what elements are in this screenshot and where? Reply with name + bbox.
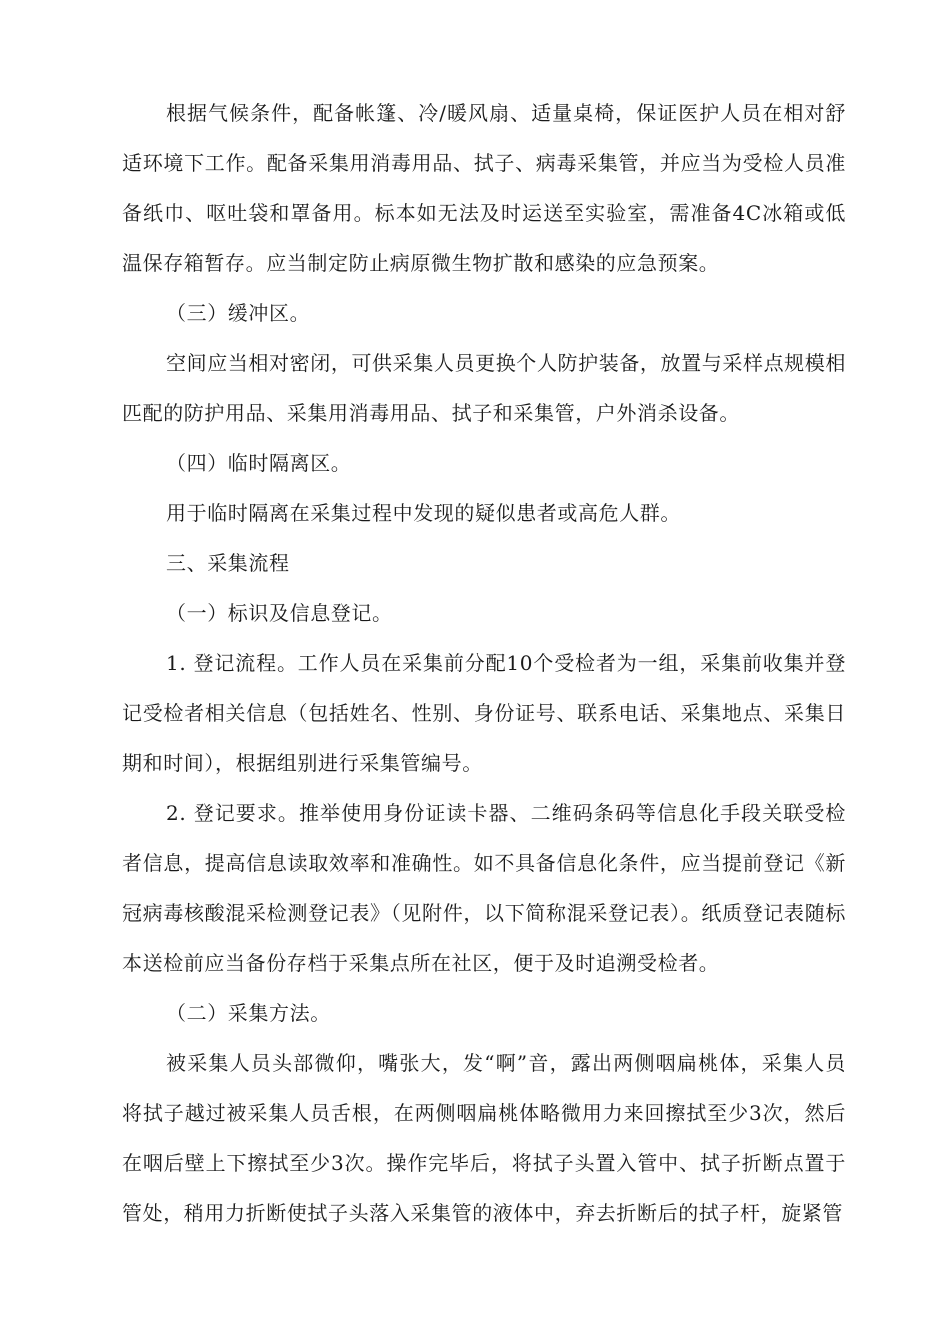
document-body (122, 88, 846, 1238)
paragraph-isolation-zone: 用于临时隔离在采集过程中发现的疑似患者或高危人群。 (166, 501, 681, 525)
heading-registration: （一）标识及信息登记。 (166, 601, 393, 625)
heading-buffer-zone: （三）缓冲区。 (166, 301, 311, 325)
heading-collection-method: （二）采集方法。 (166, 1001, 331, 1025)
heading-collection-process: 三、采集流程 (166, 551, 290, 575)
paragraph-environment: 根据气候条件，配备帐篷、冷/暖风扇、适量桌椅，保证医护人员在相对舒适环境下工作。配备采集用消毒用品、拭子、病毒采集管，并应当为受检人员准备纸巾、呕吐袋和罩备用。标本如无法及时运送至实验室，需准备4C冰箱或低温保存箱暂存。应当制定防止病原微生物扩散和感染的应急预案。 (122, 101, 846, 275)
paragraph-registration-process: 1. 登记流程。工作人员在采集前分配10个受检者为一组，采集前收集并登记受检者相关信息（包括姓名、性别、身份证号、联系电话、采集地点、采集日期和时间），根据组别进行采集管编号。 (122, 651, 846, 775)
paragraph-registration-requirements: 2. 登记要求。推举使用身份证读卡器、二维码条码等信息化手段关联受检者信息，提高信息读取效率和准确性。如不具备信息化条件，应当提前登记《新冠病毒核酸混采检测登记表》（见附件，以下简称混采登记表）。纸质登记表随标本送检前应当备份存档于采集点所在社区，便于及时追溯受检者。 (122, 801, 846, 975)
paragraph-collection-method: 被采集人员头部微仰，嘴张大，发“啊”音，露出两侧咽扁桃体，采集人员将拭子越过被采集人员舌根，在两侧咽扁桃体略微用力来回擦拭至少3次，然后在咽后壁上下擦拭至少3次。操作完毕后，将拭子头置入管中、拭子折断点置于管处，稍用力折断使拭子头落入采集管的液体中，弃去折断后的拭子杆，旋紧管 (122, 1051, 846, 1225)
paragraph-buffer-zone: 空间应当相对密闭，可供采集人员更换个人防护装备，放置与采样点规模相匹配的防护用品、采集用消毒用品、拭子和采集管，户外消杀设备。 (122, 351, 846, 425)
heading-isolation-zone: （四）临时隔离区。 (166, 451, 352, 475)
